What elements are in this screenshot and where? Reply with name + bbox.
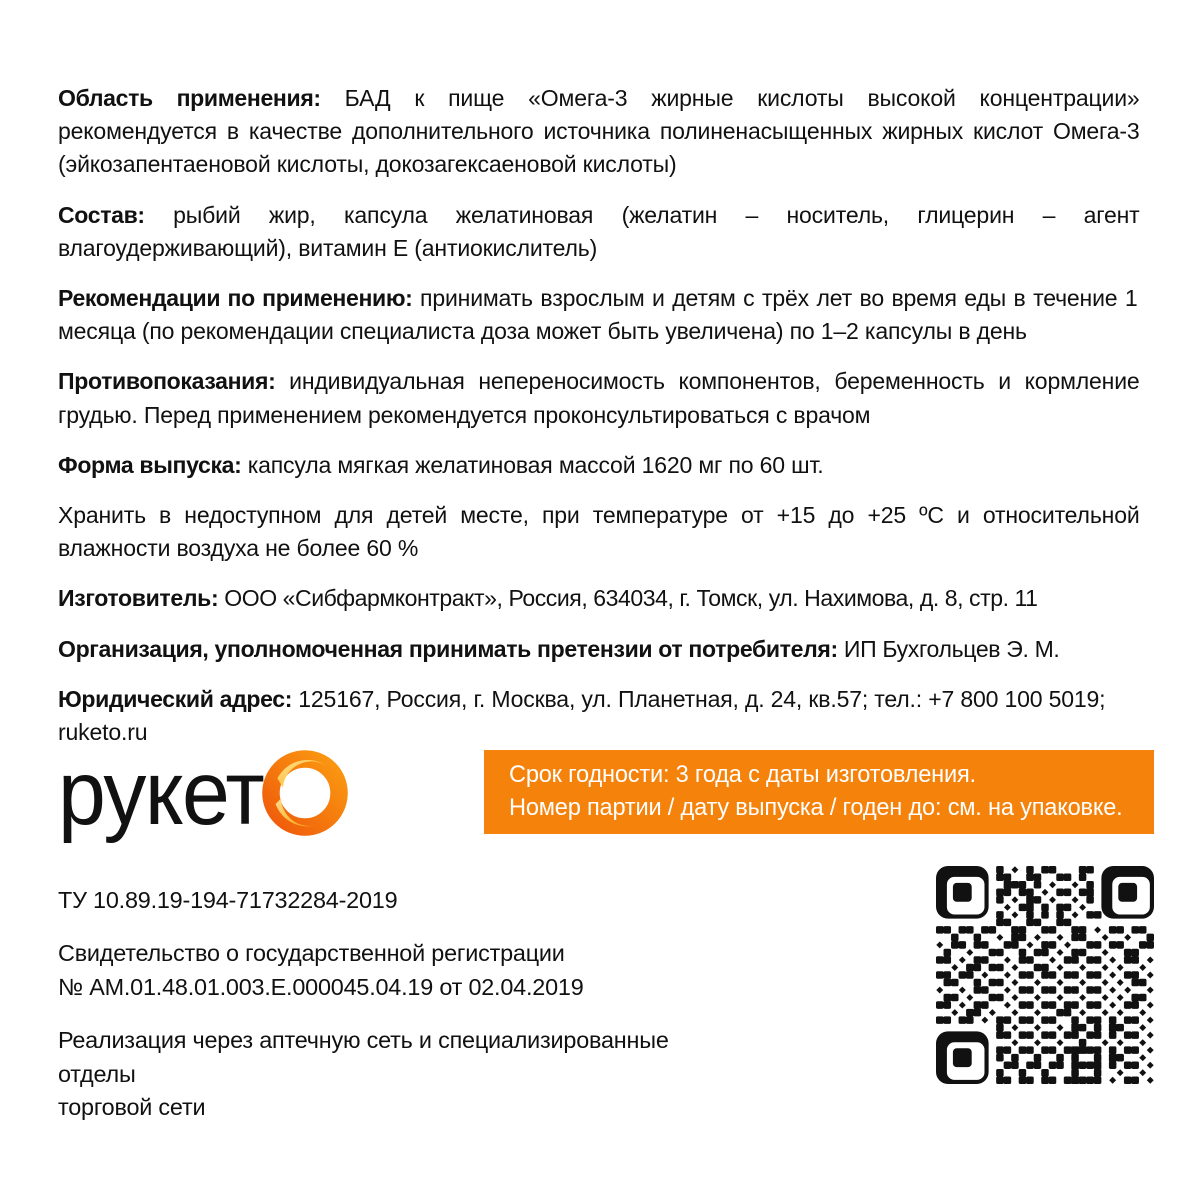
expiry-batch-line: Номер партии / дату выпуска / годен до: см. на упаковке. (509, 795, 1123, 821)
expiry-banner (484, 750, 1154, 834)
section-contraindications-text: индивидуальная непереносимость компонентов, беременность и кормление грудью. Перед применением рекомендуется проконсультироваться с врачом (58, 368, 1140, 428)
state-registration-line2: № AM.01.48.01.003.Е.000045.04.19 от 02.04.2019 (58, 973, 584, 1000)
section-application (58, 82, 1140, 182)
section-contraindications-label: Противопоказания: (58, 368, 276, 395)
section-application-text: БАД к пище «Омега-3 жирные кислоты высокой концентрации» рекомендуется в качестве дополнительного источника полиненасыщенных жирных кислот Омега-3 (эйкозапентаеновой кислоты, докозагексаеновой кислоты) (58, 85, 1140, 178)
spec-code: ТУ 10.89.19-194-71732284-2019 (58, 887, 398, 913)
section-manufacturer-text: ООО «Сибфармконтракт», Россия, 634034, г. Томск, ул. Нахимова, д. 8, стр. 11 (218, 585, 1038, 612)
section-legal-address (58, 683, 1140, 749)
distribution-note (58, 1024, 678, 1124)
section-claims-organization-label: Организация, уполномоченная принимать претензии от потребителя: (58, 635, 838, 662)
section-form-text: капсула мягкая желатиновая массой 1620 мг по 60 шт. (241, 451, 824, 478)
section-dosage (58, 282, 1138, 348)
section-composition (58, 199, 1140, 265)
section-dosage-label: Рекомендации по применению: (58, 285, 413, 312)
section-composition-label: Состав: (58, 201, 145, 228)
footer-block (58, 884, 678, 1124)
section-manufacturer (58, 582, 1140, 615)
distribution-note-line1: Реализация через аптечную сеть и специализированные отделы (58, 1027, 669, 1087)
section-storage (58, 499, 1140, 565)
distribution-note-line2: торговой сети (58, 1094, 206, 1121)
section-claims-organization (58, 633, 1140, 666)
section-composition-text: рыбий жир, капсула желатиновая (желатин – носитель, глицерин – агент влагоудерживающий), витамин Е (антиокислитель) (58, 201, 1140, 261)
section-legal-address-label: Юридический адрес: (58, 685, 293, 712)
ruketo-ring-icon (259, 747, 351, 839)
section-form (58, 449, 1140, 482)
section-form-label: Форма выпуска: (58, 451, 242, 478)
state-registration (58, 937, 678, 1004)
expiry-shelf-life-line: Срок годности: 3 года с даты изготовления. (509, 762, 976, 788)
section-storage-text: Хранить в недоступном для детей месте, при температуре от +15 до +25 ºC и относительной влажности воздуха не более 60 % (58, 502, 1140, 562)
qr-code[interactable] (936, 866, 1154, 1084)
section-legal-address-text: 125167, Россия, г. Москва, ул. Планетная, д. 24, кв.57; тел.: +7 800 100 5019; ruketo.ru (58, 685, 1106, 746)
section-application-label: Область применения: (58, 85, 321, 111)
ruketo-wordmark: рукет (58, 742, 264, 845)
ruketo-logo (58, 742, 351, 845)
section-dosage-text: принимать взрослым и детям с трёх лет во время еды в течение 1 месяца (по рекомендации специалиста доза может быть увеличена) по 1–2 капсулы в день (58, 285, 1138, 345)
section-manufacturer-label: Изготовитель: (58, 585, 219, 612)
product-information-block (58, 82, 1156, 749)
state-registration-line1: Свидетельство о государственной регистрации (58, 940, 565, 967)
section-contraindications (58, 365, 1140, 431)
section-claims-organization-text: ИП Бухгольцев Э. М. (837, 635, 1060, 662)
